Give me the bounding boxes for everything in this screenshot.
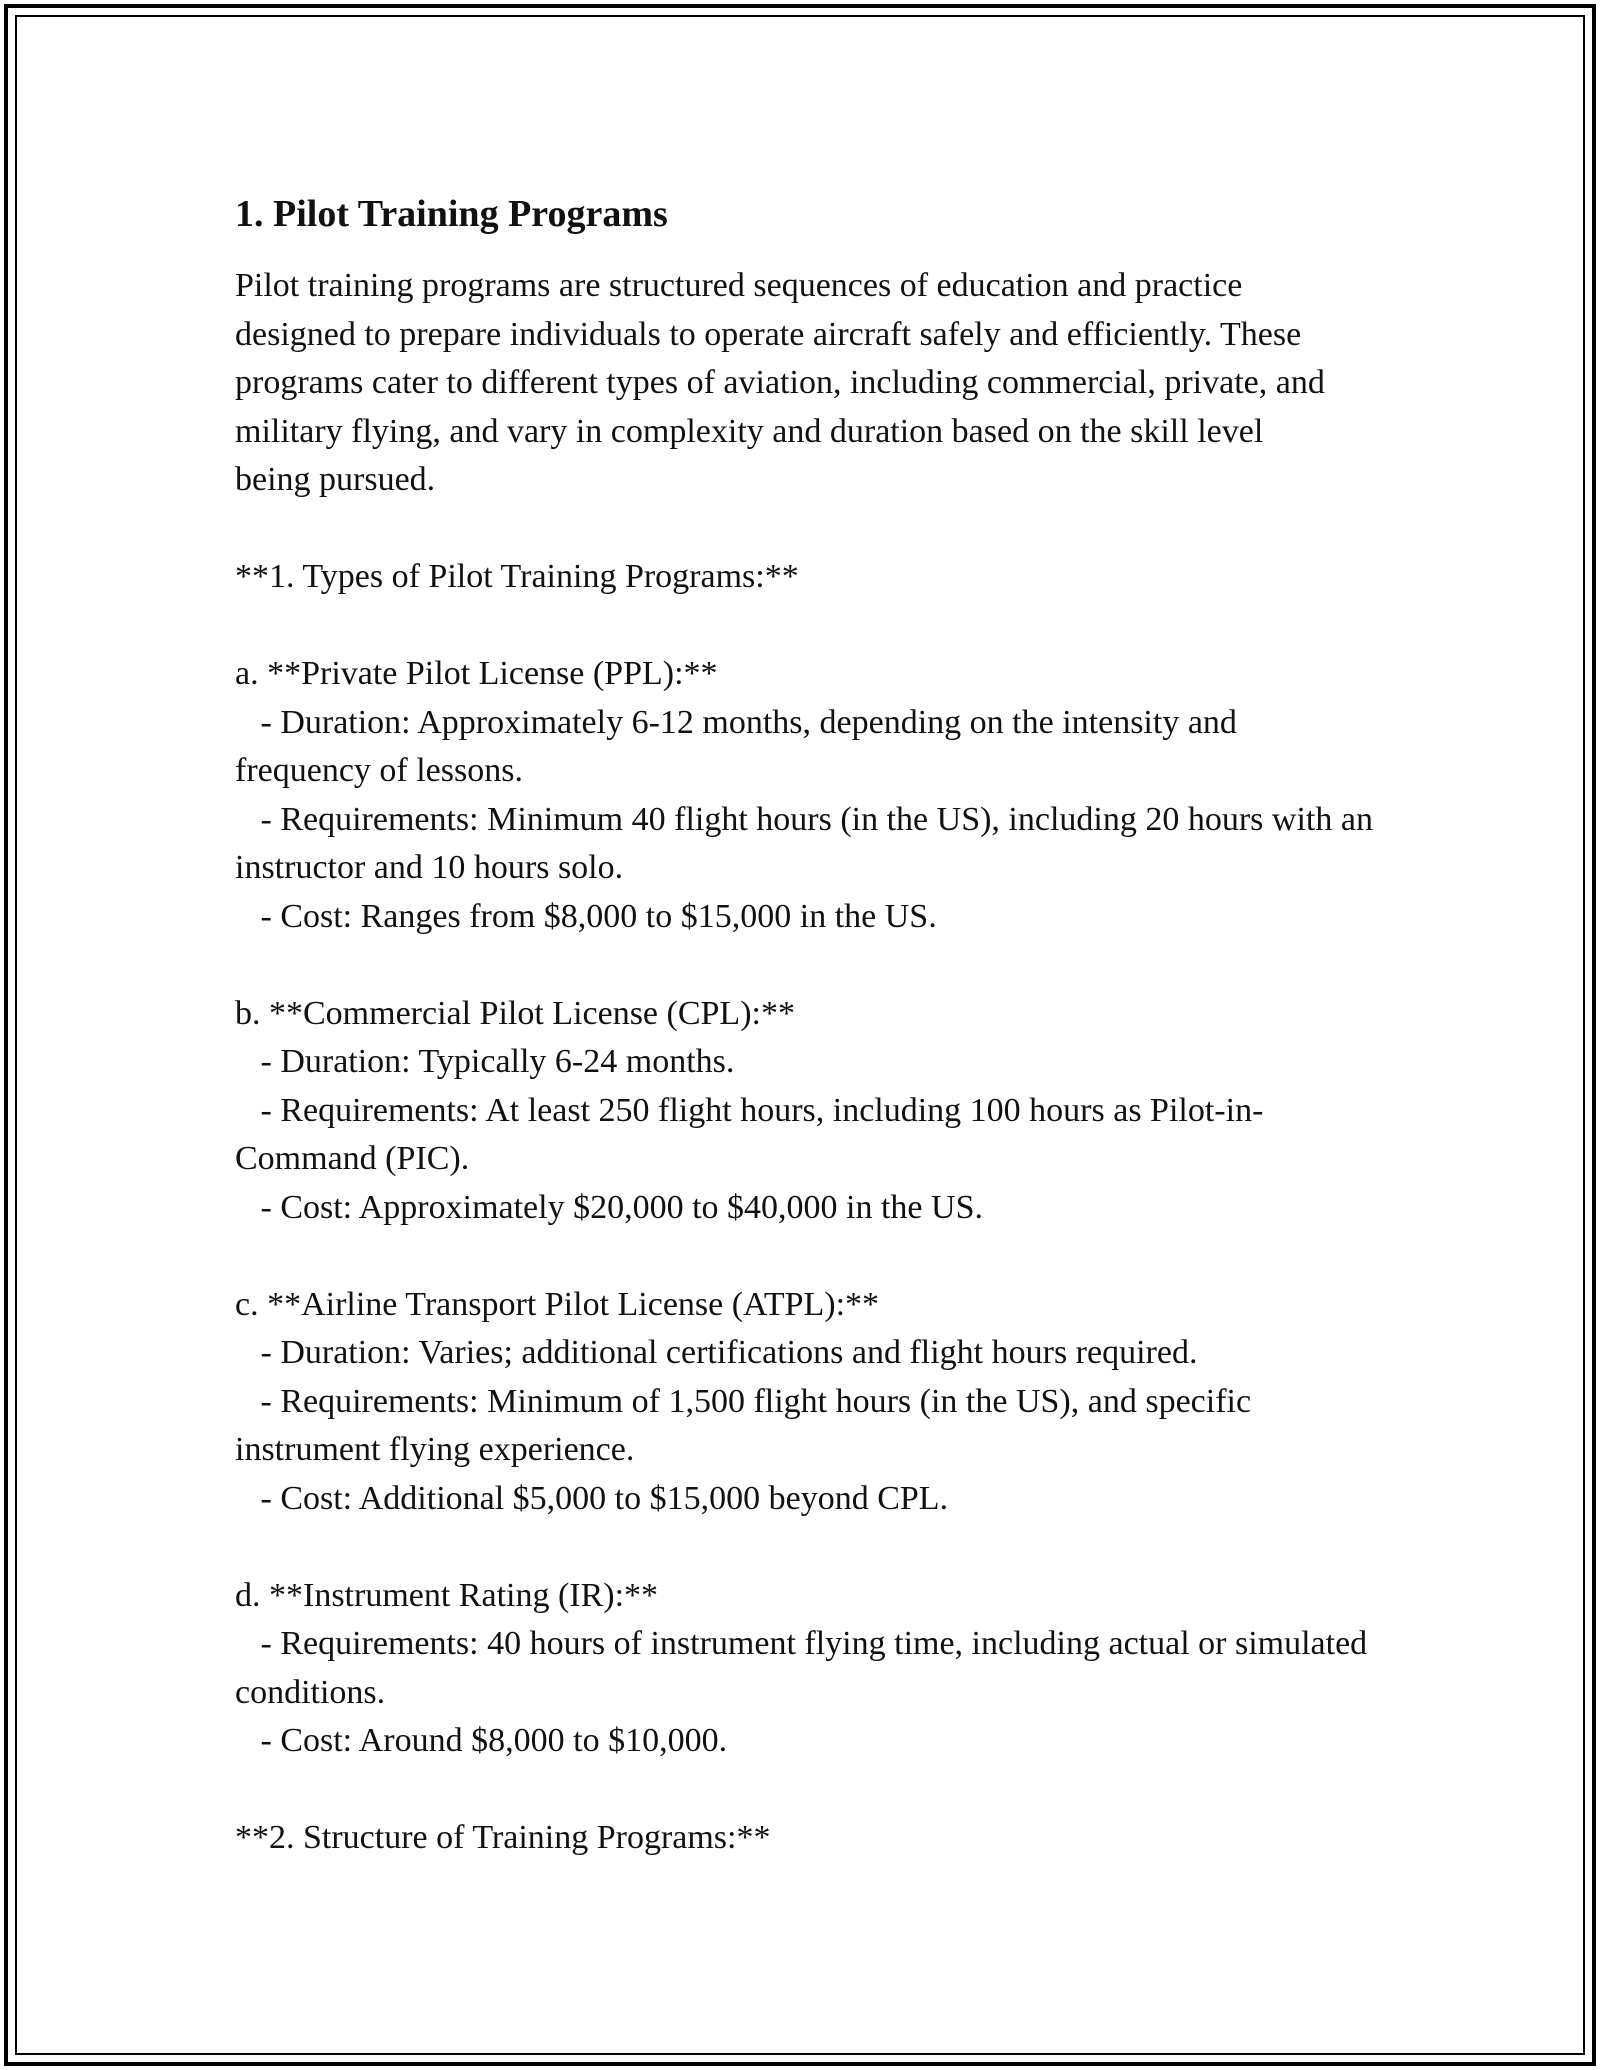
ppl-cost: - Cost: Ranges from $8,000 to $15,000 in the US. xyxy=(235,897,937,935)
ir-requirements: - Requirements: 40 hours of instrument flying time, including actual or simulated conditions. xyxy=(235,1625,1376,1711)
atpl-cost: - Cost: Additional $5,000 to $15,000 beyond CPL. xyxy=(235,1479,949,1517)
page-title: 1. Pilot Training Programs xyxy=(235,193,668,235)
section-1-title: **1. Types of Pilot Training Programs:** xyxy=(235,558,799,595)
ppl-duration: - Duration: Approximately 6-12 months, depending on the intensity and frequency of lessons. xyxy=(235,703,1246,789)
atpl-requirements: - Requirements: Minimum of 1,500 flight hours (in the US), and specific instrument flying experience. xyxy=(235,1382,1260,1468)
section-2-title: **2. Structure of Training Programs:** xyxy=(235,1819,771,1856)
ppl-title: a. **Private Pilot License (PPL):** xyxy=(235,655,718,692)
cpl-duration: - Duration: Typically 6-24 months. xyxy=(235,1043,735,1080)
cpl-requirements: - Requirements: At least 250 flight hours, including 100 hours as Pilot-in-Command (PIC). xyxy=(235,1091,1264,1177)
cpl-title: b. **Commercial Pilot License (CPL):** xyxy=(235,994,795,1032)
intro-paragraph: Pilot training programs are structured sequences of education and practice designed to prepare individuals to operate aircraft safely and efficiently. These programs cater to different types of aviation, including commercial, private, and military flying, and vary in complexity and duration based on the skill level being pursued. xyxy=(235,267,1334,498)
ir-title: d. **Instrument Rating (IR):** xyxy=(235,1576,659,1614)
ir-cost: - Cost: Around $8,000 to $10,000. xyxy=(235,1722,728,1759)
atpl-duration: - Duration: Varies; additional certifications and flight hours required. xyxy=(235,1334,1198,1371)
cpl-cost: - Cost: Approximately $20,000 to $40,000 in the US. xyxy=(235,1188,983,1226)
document-body xyxy=(235,188,1382,1863)
atpl-title: c. **Airline Transport Pilot License (ATPL):** xyxy=(235,1285,880,1323)
ppl-requirements: - Requirements: Minimum 40 flight hours (in the US), including 20 hours with an instructor and 10 hours solo. xyxy=(235,800,1382,886)
